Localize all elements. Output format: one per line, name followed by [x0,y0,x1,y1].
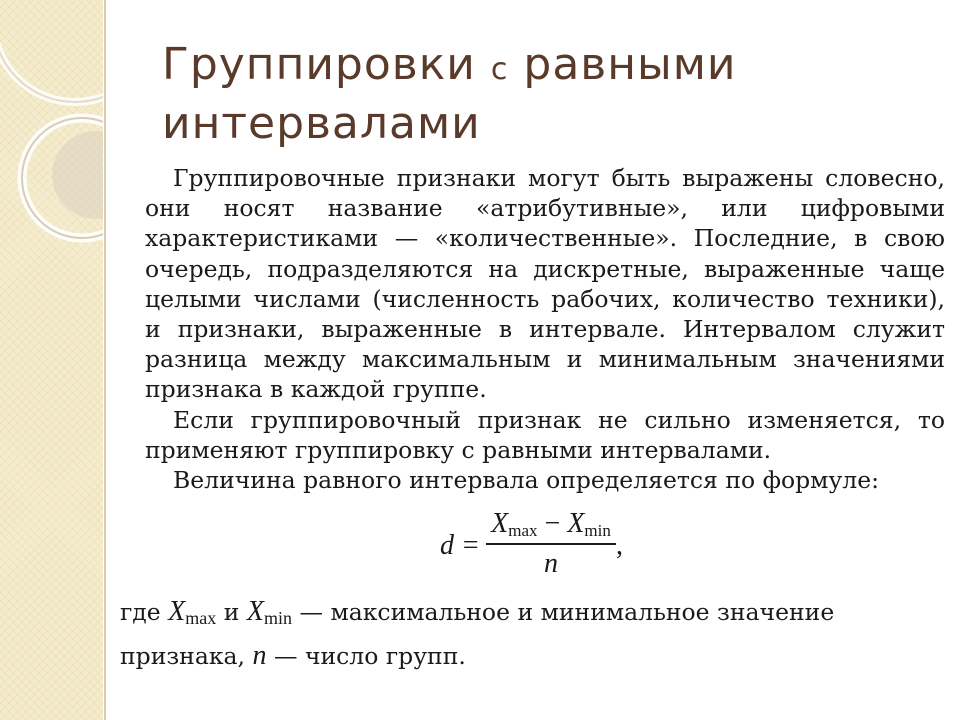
formula-explanation [120,593,950,675]
title-word-2: с [490,52,509,87]
formula-fraction [486,508,616,580]
where-x-max [168,596,216,627]
formula-sub-max: max [508,521,538,540]
sidebar-divider [104,0,106,720]
where-sub1: max [185,608,217,628]
where-n: n [252,640,267,671]
formula-sub-min: min [584,521,611,540]
formula-numerator [486,508,616,541]
where-text: — максимальное и минимальное значение признака, [120,598,835,670]
where-suffix: — число групп. [266,642,466,670]
where-prefix: где [120,598,169,626]
formula-lhs: d = [440,530,480,561]
decorative-sidebar [0,0,103,720]
where-x-min [247,596,292,627]
body-text [145,163,945,495]
formula-x-max: X [491,508,509,539]
where-and: и [216,598,247,626]
where-x1: X [168,596,186,627]
title-word-1: Группировки [162,39,476,90]
paragraph-2: Если группировочный признак не сильно изменяется, то применяют группировку с равными интервалами. [145,405,945,464]
circle-ornament-icon [0,0,103,720]
formula-minus: − [537,508,568,539]
formula-x-min: X [567,508,585,539]
title-line-2: интервалами [162,98,481,149]
formula-denominator: n [544,547,558,579]
title-word-3: равными [523,39,737,90]
where-sub2: min [264,608,293,628]
where-x2: X [246,596,264,627]
formula-comma: , [616,530,623,561]
slide-title [162,38,862,151]
paragraph-1: Группировочные признаки могут быть выражены словесно, они носят название «атрибутивные», или цифровыми характеристиками — «количественные». Последние, в свою очередь, подразделяются на дискретные, выраженные чаще целыми числами (численность рабочих, количество техники), и признаки, выраженные в интервале. Интервалом служит разница между максимальным и минимальным значениями признака в каждой группе. [145,164,945,404]
fraction-bar [486,543,616,545]
paragraph-3: Величина равного интервала определяется по формуле: [173,466,880,495]
